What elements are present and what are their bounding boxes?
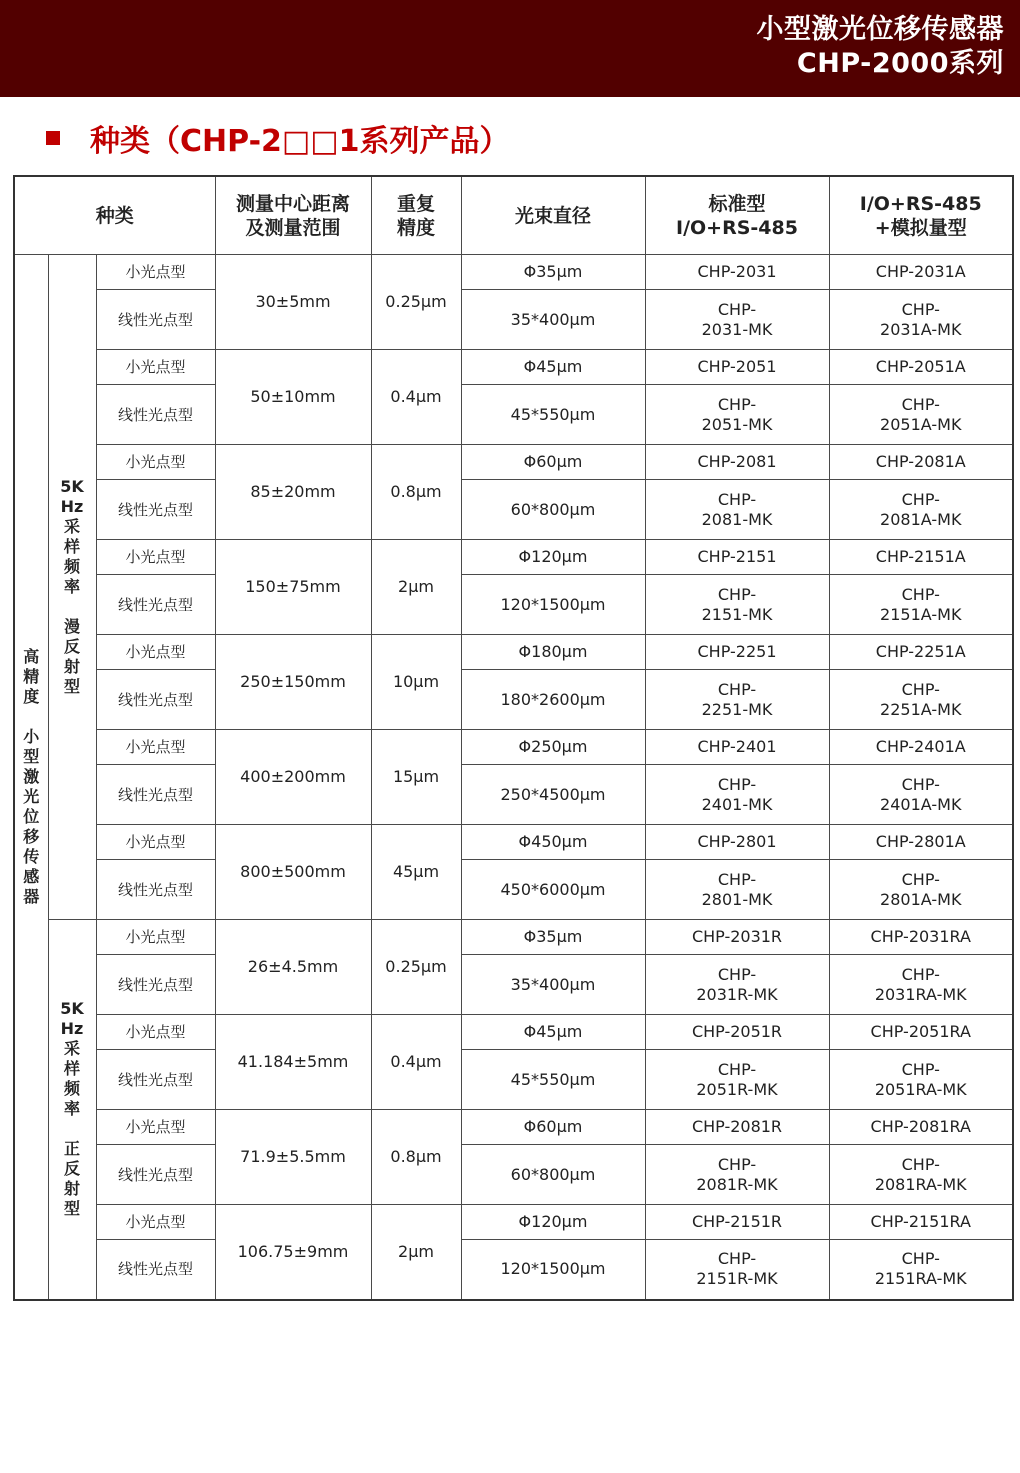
model-line: CHP- <box>901 1249 940 1269</box>
model-line: CHP-2081A <box>875 452 966 471</box>
table-row <box>14 255 1013 290</box>
standard-model-cell <box>645 825 829 860</box>
model-line: 2151RA-MK <box>874 1269 967 1289</box>
distance-cell: 400±200mm <box>215 730 371 825</box>
repeat-cell: 0.4μm <box>371 350 461 445</box>
model-line: CHP- <box>717 584 757 604</box>
model-line: CHP-2251 <box>697 642 777 661</box>
spot-type-cell: 线性光点型 <box>96 670 215 730</box>
main-category-char: 激 <box>23 766 40 786</box>
beam-cell: 60*800μm <box>461 480 645 540</box>
spot-type-cell: 线性光点型 <box>96 1145 215 1205</box>
table-body <box>14 255 1013 1300</box>
table-row <box>14 1050 1013 1110</box>
main-category-char: 型 <box>23 746 40 766</box>
group-label-gap <box>49 1119 96 1139</box>
group-label-char: 型 <box>63 677 80 696</box>
model-line: CHP-2251A <box>875 642 966 661</box>
group-label-char: 频 <box>63 1079 80 1099</box>
spot-type-cell: 小光点型 <box>96 445 215 480</box>
spot-type-cell: 小光点型 <box>96 255 215 290</box>
section-heading <box>46 118 509 158</box>
header-repeat-line: 精度 <box>396 216 435 239</box>
square-bullet-icon <box>46 131 60 145</box>
analog-model-cell <box>829 255 1013 290</box>
analog-model-cell <box>829 575 1013 635</box>
standard-model-cell <box>645 860 829 920</box>
standard-model-cell <box>645 255 829 290</box>
model-line: CHP-2151A <box>875 547 966 566</box>
group-label-char: Hz <box>60 1019 84 1039</box>
model-line: 2081-MK <box>701 509 773 529</box>
distance-cell: 106.75±9mm <box>215 1205 371 1300</box>
group-label-char: 5K <box>60 477 84 496</box>
header-standard-line: I/O+RS-485 <box>676 216 798 239</box>
main-category-char: 高 <box>23 646 40 666</box>
model-line: CHP-2151R <box>691 1212 783 1231</box>
beam-cell: Φ450μm <box>461 825 645 860</box>
spot-type-cell: 线性光点型 <box>96 860 215 920</box>
model-line: 2051RA-MK <box>874 1079 967 1099</box>
model-line: CHP- <box>901 299 940 319</box>
model-line: CHP-2051A <box>875 357 966 376</box>
distance-cell: 26±4.5mm <box>215 920 371 1015</box>
spot-type-cell: 小光点型 <box>96 635 215 670</box>
model-line: CHP- <box>717 394 757 414</box>
standard-model-cell <box>645 670 829 730</box>
table-row <box>14 540 1013 575</box>
analog-model-cell <box>829 670 1013 730</box>
repeat-cell: 0.25μm <box>371 255 461 350</box>
section-title: 种类（CHP-2□□1系列产品） <box>90 124 510 159</box>
model-line: CHP-2051RA <box>870 1022 971 1041</box>
model-line: CHP- <box>901 1154 940 1174</box>
model-line: CHP- <box>901 394 940 414</box>
header-distance <box>215 176 371 255</box>
spot-type-cell: 小光点型 <box>96 540 215 575</box>
analog-model-cell <box>829 1110 1013 1145</box>
model-line: CHP-2031 <box>697 262 777 281</box>
table-row <box>14 1145 1013 1205</box>
table-row <box>14 350 1013 385</box>
group-label-cell <box>48 920 96 1300</box>
model-line: CHP-2401 <box>697 737 777 756</box>
model-line: CHP-2081RA <box>870 1117 971 1136</box>
model-line: 2051R-MK <box>696 1079 778 1099</box>
group-label-char: 5K <box>60 999 84 1019</box>
analog-model-cell <box>829 730 1013 765</box>
analog-model-cell <box>829 350 1013 385</box>
model-line: CHP- <box>717 679 757 699</box>
main-category-char: 位 <box>23 806 40 826</box>
main-category-char: 感 <box>23 866 40 886</box>
standard-model-cell <box>645 575 829 635</box>
beam-cell: Φ45μm <box>461 350 645 385</box>
group-label-char: Hz <box>60 497 84 516</box>
distance-cell: 30±5mm <box>215 255 371 350</box>
table-row <box>14 670 1013 730</box>
model-line: 2401-MK <box>701 794 773 814</box>
model-line: CHP- <box>901 869 940 889</box>
model-line: CHP-2081 <box>697 452 777 471</box>
beam-cell: 45*550μm <box>461 1050 645 1110</box>
model-line: 2801A-MK <box>880 889 962 909</box>
analog-model-cell <box>829 1015 1013 1050</box>
spec-table <box>13 175 1014 1301</box>
model-line: CHP- <box>717 299 757 319</box>
group-label-char: 射 <box>63 1179 80 1199</box>
group-label-char: 漫 <box>63 617 80 636</box>
model-line: CHP- <box>901 1059 940 1079</box>
model-line: CHP-2151 <box>697 547 777 566</box>
main-category-char: 度 <box>23 686 40 706</box>
analog-model-cell <box>829 385 1013 445</box>
group-label-char: 频 <box>63 557 80 576</box>
beam-cell: Φ120μm <box>461 1205 645 1240</box>
beam-cell: 180*2600μm <box>461 670 645 730</box>
analog-model-cell <box>829 1205 1013 1240</box>
group-label-char: 样 <box>63 537 80 556</box>
analog-model-cell <box>829 540 1013 575</box>
header-standard <box>645 176 829 255</box>
standard-model-cell <box>645 1110 829 1145</box>
beam-cell: Φ250μm <box>461 730 645 765</box>
header-distance-line: 测量中心距离 <box>235 192 350 215</box>
model-line: 2151-MK <box>701 604 773 624</box>
group-label-char: 采 <box>63 517 80 536</box>
model-line: CHP- <box>901 489 940 509</box>
table-row <box>14 730 1013 765</box>
header-standard-line: 标准型 <box>708 192 766 215</box>
table-row <box>14 480 1013 540</box>
model-line: CHP- <box>717 774 757 794</box>
beam-cell: Φ180μm <box>461 635 645 670</box>
analog-model-cell <box>829 290 1013 350</box>
spot-type-cell: 小光点型 <box>96 825 215 860</box>
analog-model-cell <box>829 955 1013 1015</box>
model-line: CHP-2151RA <box>870 1212 971 1231</box>
table-row <box>14 765 1013 825</box>
repeat-cell: 10μm <box>371 635 461 730</box>
analog-model-cell <box>829 825 1013 860</box>
beam-cell: 45*550μm <box>461 385 645 445</box>
repeat-cell: 0.25μm <box>371 920 461 1015</box>
model-line: 2401A-MK <box>880 794 962 814</box>
model-line: 2251-MK <box>701 699 773 719</box>
standard-model-cell <box>645 635 829 670</box>
analog-model-cell <box>829 445 1013 480</box>
table-header-row <box>14 176 1013 255</box>
standard-model-cell <box>645 540 829 575</box>
group-label-char: 正 <box>63 1139 80 1159</box>
model-line: CHP- <box>717 489 757 509</box>
beam-cell: 60*800μm <box>461 1145 645 1205</box>
spot-type-cell: 线性光点型 <box>96 385 215 445</box>
model-line: CHP-2801 <box>697 832 777 851</box>
header-repeat <box>371 176 461 255</box>
spot-type-cell: 线性光点型 <box>96 955 215 1015</box>
beam-cell: 35*400μm <box>461 955 645 1015</box>
standard-model-cell <box>645 1015 829 1050</box>
table-row <box>14 1205 1013 1240</box>
model-line: CHP-2051R <box>691 1022 783 1041</box>
analog-model-cell <box>829 765 1013 825</box>
beam-cell: Φ120μm <box>461 540 645 575</box>
analog-model-cell <box>829 1145 1013 1205</box>
beam-cell: Φ45μm <box>461 1015 645 1050</box>
standard-model-cell <box>645 1205 829 1240</box>
table-row <box>14 385 1013 445</box>
table-row <box>14 825 1013 860</box>
distance-cell: 71.9±5.5mm <box>215 1110 371 1205</box>
header-title: 小型激光位移传感器 <box>756 14 1004 45</box>
standard-model-cell <box>645 1145 829 1205</box>
distance-cell: 41.184±5mm <box>215 1015 371 1110</box>
group-label-char: 率 <box>63 1099 80 1119</box>
model-line: CHP-2401A <box>875 737 966 756</box>
analog-model-cell <box>829 1050 1013 1110</box>
model-line: 2051A-MK <box>880 414 962 434</box>
spot-type-cell: 线性光点型 <box>96 1050 215 1110</box>
table-row <box>14 1110 1013 1145</box>
standard-model-cell <box>645 290 829 350</box>
model-line: CHP- <box>717 1154 757 1174</box>
standard-model-cell <box>645 445 829 480</box>
beam-cell: Φ60μm <box>461 1110 645 1145</box>
main-category-char: 移 <box>23 826 40 846</box>
distance-cell: 250±150mm <box>215 635 371 730</box>
model-line: CHP-2031R <box>691 927 783 946</box>
distance-cell: 85±20mm <box>215 445 371 540</box>
model-line: 2031-MK <box>701 319 773 339</box>
table-row <box>14 635 1013 670</box>
group-label-char: 型 <box>63 1199 80 1219</box>
spot-type-cell: 小光点型 <box>96 1015 215 1050</box>
spot-type-cell: 线性光点型 <box>96 290 215 350</box>
model-line: 2081RA-MK <box>874 1174 967 1194</box>
spot-type-cell: 小光点型 <box>96 350 215 385</box>
beam-cell: Φ35μm <box>461 920 645 955</box>
table-row <box>14 575 1013 635</box>
model-line: CHP-2081R <box>691 1117 783 1136</box>
standard-model-cell <box>645 350 829 385</box>
spot-type-cell: 小光点型 <box>96 920 215 955</box>
model-line: CHP- <box>717 1059 757 1079</box>
header-analog-line: I/O+RS-485 <box>859 192 982 215</box>
main-category-char: 光 <box>23 786 40 806</box>
spot-type-cell: 小光点型 <box>96 1205 215 1240</box>
main-category-char: 精 <box>23 666 40 686</box>
beam-cell: Φ35μm <box>461 255 645 290</box>
main-category-char: 传 <box>23 846 40 866</box>
header-repeat-line: 重复 <box>396 192 435 215</box>
table-row <box>14 860 1013 920</box>
repeat-cell: 0.8μm <box>371 1110 461 1205</box>
group-label-cell <box>48 255 96 920</box>
model-line: 2031A-MK <box>880 319 962 339</box>
model-line: 2031R-MK <box>696 984 778 1004</box>
beam-cell: 250*4500μm <box>461 765 645 825</box>
table-row <box>14 290 1013 350</box>
standard-model-cell <box>645 1050 829 1110</box>
header-type: 种类 <box>14 176 215 255</box>
distance-cell: 150±75mm <box>215 540 371 635</box>
table-row <box>14 445 1013 480</box>
model-line: CHP-2031A <box>875 262 966 281</box>
model-line: 2081R-MK <box>696 1174 778 1194</box>
header-beam: 光束直径 <box>461 176 645 255</box>
repeat-cell: 2μm <box>371 540 461 635</box>
beam-cell: 120*1500μm <box>461 1240 645 1300</box>
model-line: CHP-2801A <box>875 832 966 851</box>
group-label-char: 射 <box>63 657 80 676</box>
model-line: CHP- <box>717 964 757 984</box>
group-label-gap <box>49 597 96 617</box>
repeat-cell: 0.8μm <box>371 445 461 540</box>
spot-type-cell: 线性光点型 <box>96 765 215 825</box>
spot-type-cell: 线性光点型 <box>96 575 215 635</box>
page-header <box>0 0 1020 97</box>
standard-model-cell <box>645 955 829 1015</box>
standard-model-cell <box>645 480 829 540</box>
model-line: 2051-MK <box>701 414 773 434</box>
model-line: CHP-2051 <box>697 357 777 376</box>
beam-cell: 120*1500μm <box>461 575 645 635</box>
model-line: CHP- <box>901 584 940 604</box>
model-line: 2081A-MK <box>880 509 962 529</box>
standard-model-cell <box>645 730 829 765</box>
analog-model-cell <box>829 1240 1013 1300</box>
model-line: 2031RA-MK <box>874 984 967 1004</box>
group-label-char: 采 <box>63 1039 80 1059</box>
table-row <box>14 955 1013 1015</box>
main-category-gap <box>15 707 48 727</box>
repeat-cell: 0.4μm <box>371 1015 461 1110</box>
spot-type-cell: 小光点型 <box>96 1110 215 1145</box>
spot-type-cell: 小光点型 <box>96 730 215 765</box>
group-label-char: 反 <box>63 637 80 656</box>
beam-cell: 450*6000μm <box>461 860 645 920</box>
model-line: CHP- <box>717 869 757 889</box>
header-distance-line: 及测量范围 <box>245 216 341 239</box>
model-line: CHP- <box>901 774 940 794</box>
model-line: 2801-MK <box>701 889 773 909</box>
header-analog <box>829 176 1013 255</box>
standard-model-cell <box>645 920 829 955</box>
model-line: 2251A-MK <box>880 699 962 719</box>
model-line: CHP- <box>717 1249 757 1269</box>
model-line: 2151R-MK <box>696 1269 778 1289</box>
model-line: CHP- <box>901 964 940 984</box>
model-line: 2151A-MK <box>880 604 962 624</box>
table-row <box>14 920 1013 955</box>
repeat-cell: 45μm <box>371 825 461 920</box>
analog-model-cell <box>829 480 1013 540</box>
standard-model-cell <box>645 1240 829 1300</box>
table-row <box>14 1240 1013 1300</box>
beam-cell: 35*400μm <box>461 290 645 350</box>
beam-cell: Φ60μm <box>461 445 645 480</box>
spot-type-cell: 线性光点型 <box>96 1240 215 1300</box>
repeat-cell: 15μm <box>371 730 461 825</box>
main-category-cell <box>14 255 48 1300</box>
standard-model-cell <box>645 765 829 825</box>
model-line: CHP-2031RA <box>870 927 971 946</box>
main-category-char: 小 <box>23 726 40 746</box>
repeat-cell: 2μm <box>371 1205 461 1300</box>
spot-type-cell: 线性光点型 <box>96 480 215 540</box>
group-label-char: 反 <box>63 1159 80 1179</box>
main-category-char: 器 <box>23 886 40 906</box>
group-label-char: 率 <box>63 577 80 596</box>
analog-model-cell <box>829 635 1013 670</box>
header-analog-line: +模拟量型 <box>874 216 967 239</box>
model-line: CHP- <box>901 679 940 699</box>
header-subtitle: CHP-2000系列 <box>796 48 1004 79</box>
distance-cell: 50±10mm <box>215 350 371 445</box>
table-row <box>14 1015 1013 1050</box>
group-label-char: 样 <box>63 1059 80 1079</box>
standard-model-cell <box>645 385 829 445</box>
distance-cell: 800±500mm <box>215 825 371 920</box>
analog-model-cell <box>829 920 1013 955</box>
analog-model-cell <box>829 860 1013 920</box>
